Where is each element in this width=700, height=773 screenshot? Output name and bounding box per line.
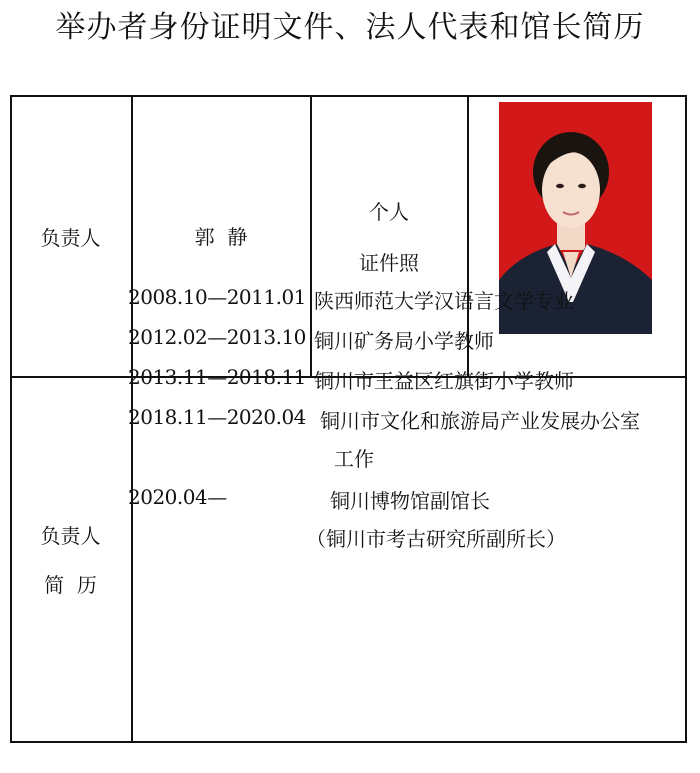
resume-period: 2013.11—2018.11 [128,365,306,389]
resume-period: 2012.02—2013.10 [128,325,306,349]
resume-desc: 铜川矿务局小学教师 [314,329,494,353]
resume-period: 2020.04— [128,485,227,509]
resume-label-line1: 负责人 [40,524,101,548]
photo-label-line2: 证件照 [359,251,419,275]
resume-desc-continuation: 工作 [334,447,374,471]
table-border-bottom [10,741,686,743]
resume-desc: 铜川市王益区红旗街小学教师 [314,369,574,393]
head-label: 负责人 [40,226,101,250]
resume-period: 2018.11—2020.04 [128,405,306,429]
table-border-left [10,95,12,743]
resume-desc: 铜川市文化和旅游局产业发展办公室 [320,409,640,433]
resume-desc: 铜川博物馆副馆长 [330,489,490,513]
table-border-top [10,95,686,97]
table-border-right [685,95,687,743]
resume-note-text: （铜川市考古研究所副所长） [306,527,566,551]
col-divider-2 [310,95,312,377]
photo-label-line1: 个人 [369,200,409,224]
resume-label-line2: 简 历 [44,573,97,597]
document-title: 举办者身份证明文件、法人代表和馆长简历 [55,10,645,45]
person-name: 郭 静 [194,225,248,249]
resume-desc: 陕西师范大学汉语言文学专业 [314,289,574,313]
resume-period: 2008.10—2011.01 [128,285,306,309]
